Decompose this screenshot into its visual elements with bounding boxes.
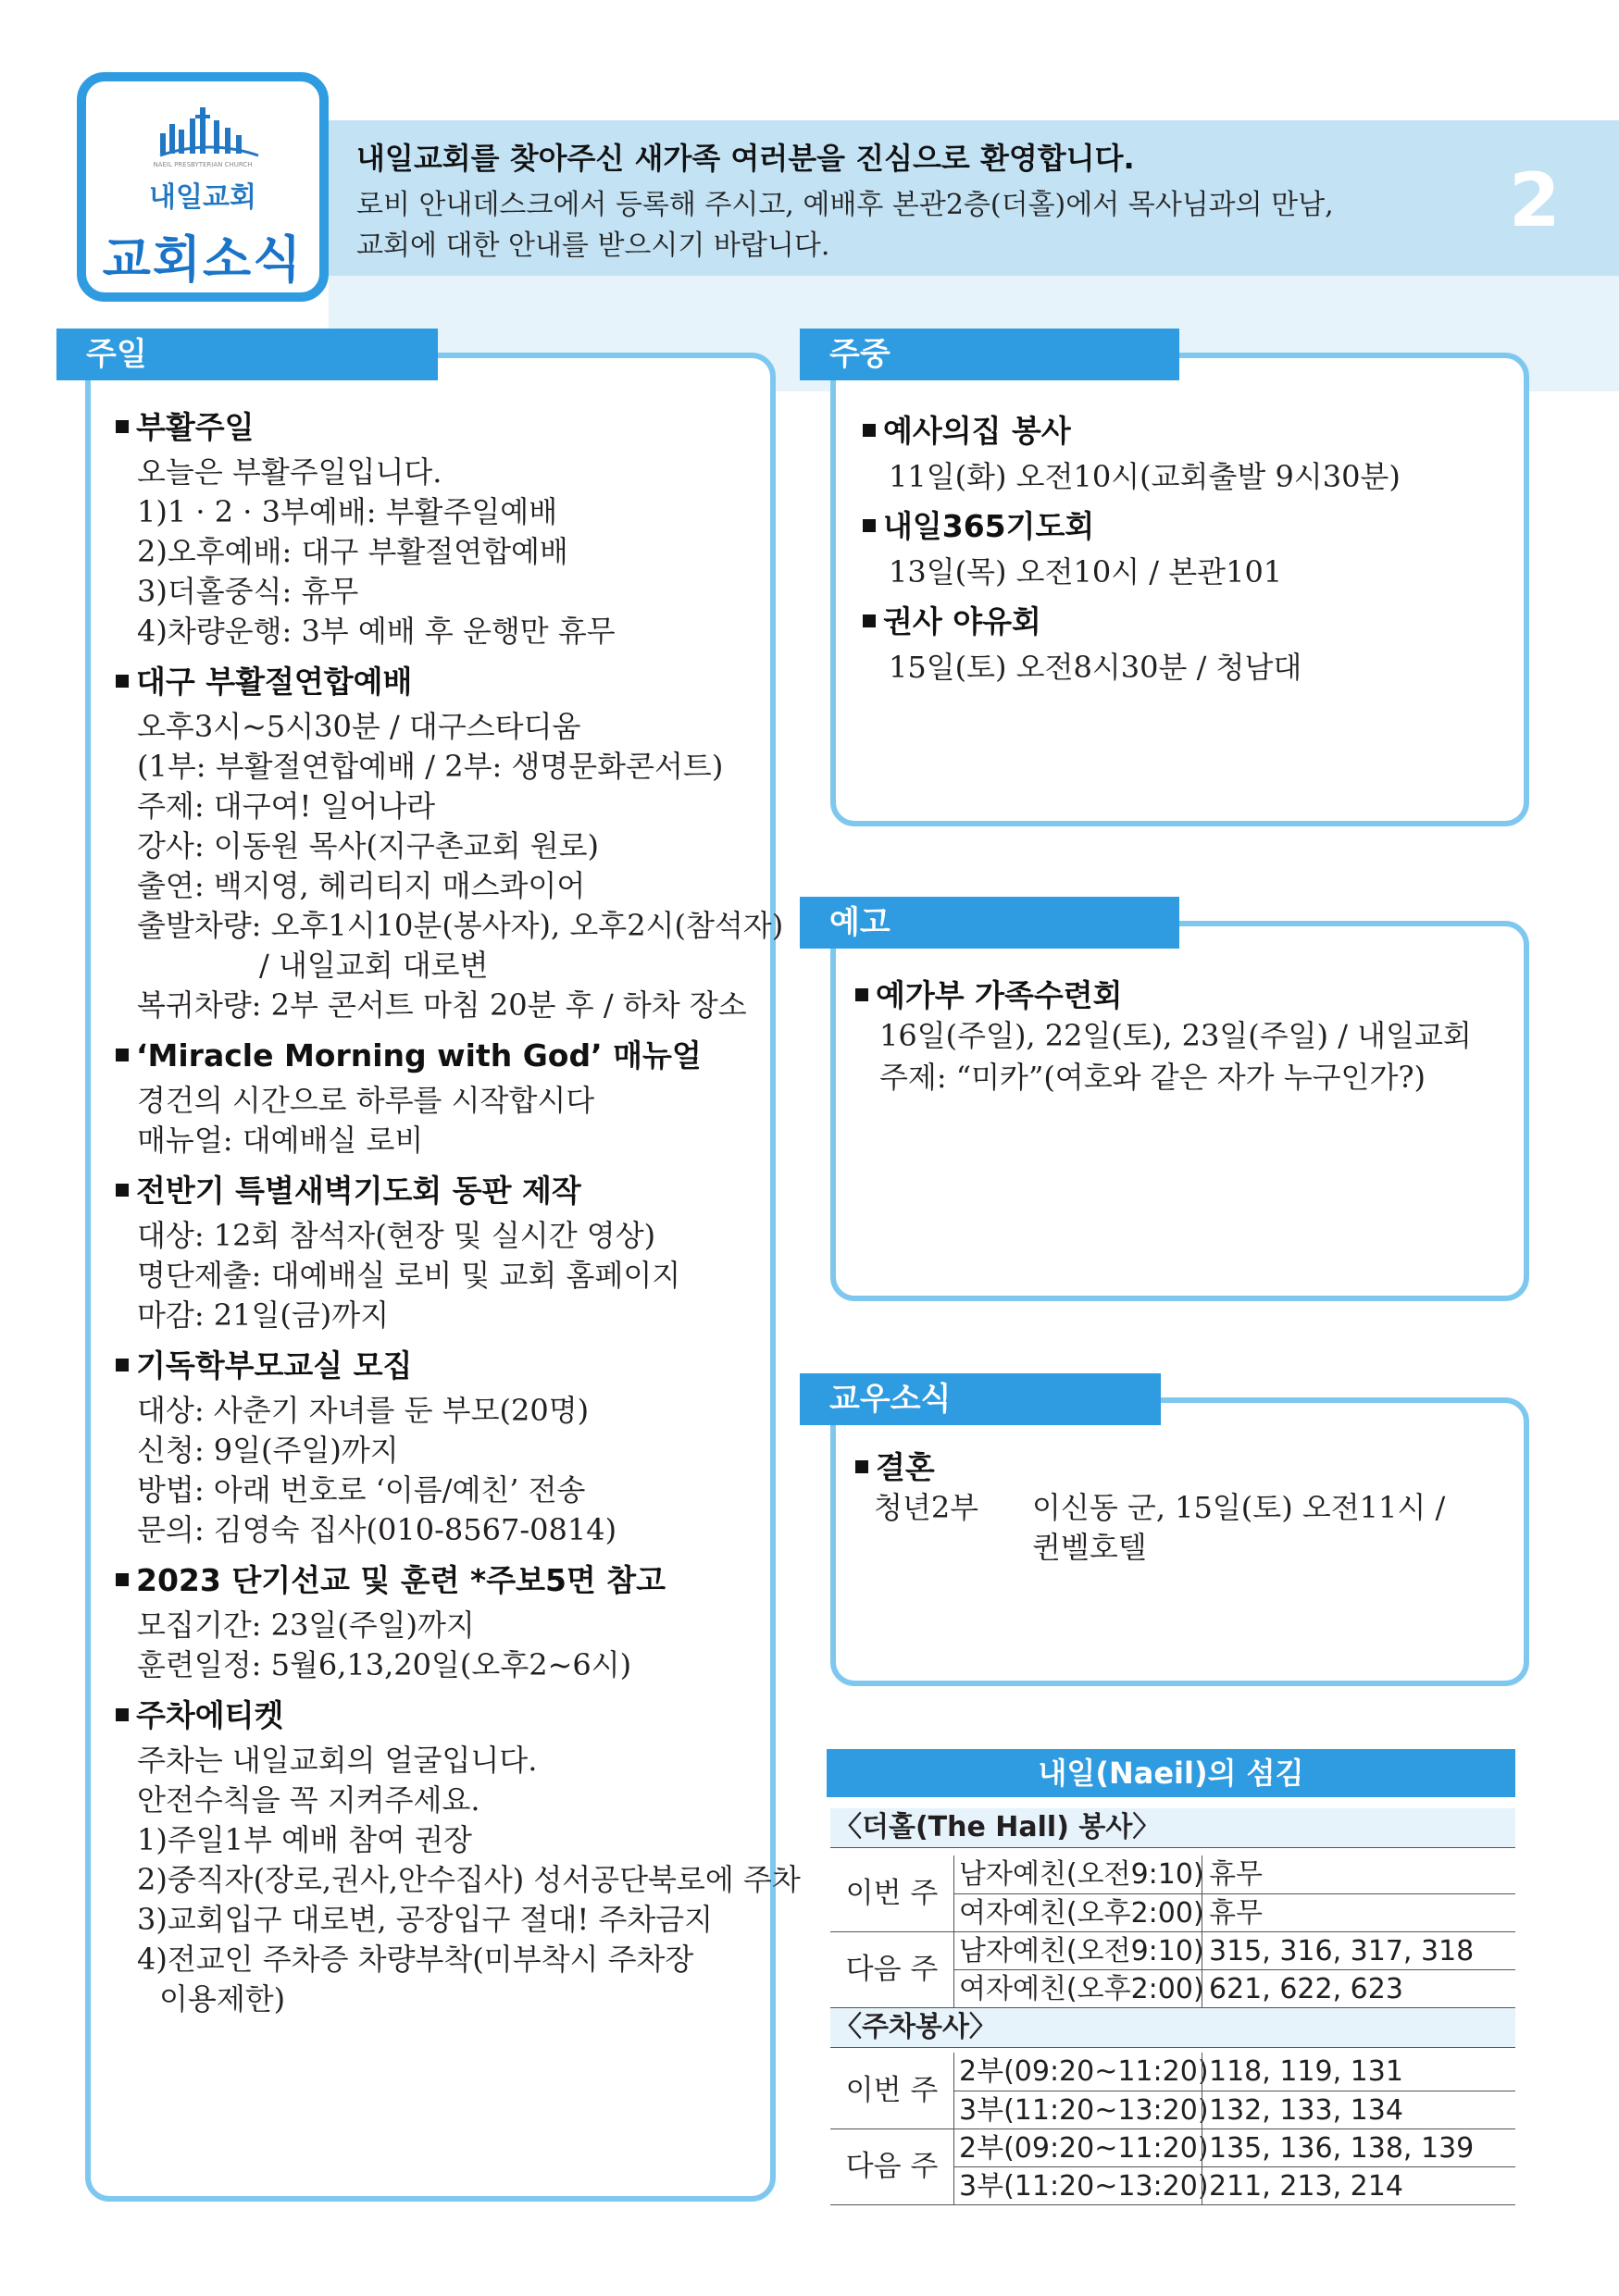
sunday-item-line: 4)차량운행: 3부 예배 후 운행만 휴무 bbox=[137, 614, 616, 649]
sunday-item-line: (1부: 부활절연합예배 / 2부: 생명문화콘서트) bbox=[137, 749, 724, 784]
bullet-square-icon bbox=[855, 1460, 868, 1473]
sunday-item-title: 2023 단기선교 및 훈련 *주보5면 참고 bbox=[116, 1557, 666, 1600]
weekday-tab: 주중 bbox=[800, 329, 1179, 380]
group-next-week: 다음 주 bbox=[845, 1953, 939, 1986]
sunday-item-line: 경건의 시간으로 하루를 시작합시다 bbox=[137, 1083, 595, 1118]
notice-item-title: 예가부 가족수련회 bbox=[855, 972, 1123, 1015]
table-row: 2부(09:20~11:20) 135, 136, 138, 139 bbox=[953, 2128, 1515, 2167]
sunday-tab: 주일 bbox=[56, 329, 438, 380]
bullet-square-icon bbox=[863, 519, 876, 532]
table-rule bbox=[830, 2047, 1515, 2048]
member-news-tab: 교우소식 bbox=[800, 1373, 1161, 1425]
weekday-item-title: 예사의집 봉사 bbox=[863, 407, 1071, 451]
logo-subtitle: NAEIL PRESBYTERIAN CHURCH bbox=[153, 161, 253, 168]
sunday-item-line: 이용제한) bbox=[159, 1981, 286, 2017]
member-news-line: 퀸벨호텔 bbox=[1032, 1530, 1147, 1565]
bullet-square-icon bbox=[116, 420, 129, 433]
bullet-square-icon bbox=[116, 1708, 129, 1721]
table-rule bbox=[830, 2204, 1515, 2205]
table-row: 남자예친(오전9:10) 휴무 bbox=[959, 1858, 1263, 1891]
table-row: 여자예친(오후2:00) 휴무 bbox=[953, 1893, 1515, 1932]
welcome-line-1: 로비 안내데스크에서 등록해 주시고, 예배후 본관2층(더홀)에서 목사님과의 만남, bbox=[356, 189, 1334, 221]
group-this-week: 이번 주 bbox=[845, 2074, 939, 2107]
notice-tab: 예고 bbox=[800, 897, 1179, 949]
bullet-square-icon bbox=[855, 988, 868, 1001]
notice-item-line: 16일(주일), 22일(토), 23일(주일) / 내일교회 bbox=[879, 1018, 1472, 1053]
sunday-item-line: 대상: 사춘기 자녀를 둔 부모(20명) bbox=[137, 1393, 590, 1428]
table-rule bbox=[830, 1847, 1515, 1848]
sunday-item-line: 훈련일정: 5월6,13,20일(오후2~6시) bbox=[137, 1647, 632, 1682]
bullet-square-icon bbox=[863, 424, 876, 437]
sunday-item-title: 부활주일 bbox=[116, 403, 255, 447]
sunday-item-line: 복귀차량: 2부 콘서트 마침 20분 후 / 하차 장소 bbox=[137, 987, 747, 1023]
group-this-week: 이번 주 bbox=[845, 1877, 939, 1910]
sunday-item-title: 대구 부활절연합예배 bbox=[116, 658, 412, 701]
sunday-item-line: 문의: 김영숙 집사(010-8567-0814) bbox=[137, 1512, 617, 1547]
member-news-box bbox=[830, 1397, 1529, 1686]
table-rule bbox=[953, 2053, 954, 2204]
sunday-item-line: 주제: 대구여! 일어나라 bbox=[137, 788, 436, 824]
church-logo-box bbox=[77, 72, 329, 302]
sunday-item-line: 신청: 9일(주일)까지 bbox=[137, 1433, 399, 1468]
sunday-item-line: 오늘은 부활주일입니다. bbox=[137, 454, 442, 490]
bullet-square-icon bbox=[116, 1573, 129, 1586]
sunday-item-line: 2)중직자(장로,권사,안수집사) 성서공단북로에 주차 bbox=[137, 1862, 801, 1897]
hall-service-header: 〈더홀(The Hall) 봉사〉 bbox=[830, 1808, 1515, 1847]
table-rule bbox=[953, 1855, 954, 2007]
logo-church-name: 내일교회 bbox=[149, 181, 256, 214]
sunday-item-line: 명단제출: 대예배실 로비 및 교회 홈페이지 bbox=[137, 1258, 681, 1293]
sunday-item-line: 마감: 21일(금)까지 bbox=[137, 1297, 390, 1333]
welcome-line-2: 교회에 대한 안내를 받으시기 바랍니다. bbox=[356, 230, 830, 262]
table-row: 3부(11:20~13:20) 211, 213, 214 bbox=[953, 2166, 1515, 2205]
sunday-item-line: 매뉴얼: 대예배실 로비 bbox=[137, 1123, 424, 1158]
sunday-item-line: 오후3시~5시30분 / 대구스타디움 bbox=[137, 709, 581, 744]
sunday-item-line: 2)오후예배: 대구 부활절연합예배 bbox=[137, 534, 568, 569]
church-skyline-icon bbox=[158, 102, 260, 157]
page-number: 2 bbox=[1509, 157, 1561, 243]
weekday-item-line: 11일(화) 오전10시(교회출발 9시30분) bbox=[889, 459, 1401, 494]
table-row: 2부(09:20~11:20) 118, 119, 131 bbox=[959, 2055, 1403, 2088]
member-news-line: 청년2부 bbox=[874, 1490, 979, 1525]
table-row: 3부(11:20~13:20) 132, 133, 134 bbox=[953, 2091, 1515, 2129]
sunday-item-title: ‘Miracle Morning with God’ 매뉴얼 bbox=[116, 1032, 702, 1075]
weekday-item-title: 내일365기도회 bbox=[863, 503, 1094, 546]
sunday-item-line: 출발차량: 오후1시10분(봉사자), 오후2시(참석자) bbox=[137, 908, 784, 943]
bullet-square-icon bbox=[116, 1049, 129, 1061]
sunday-item-line: 주차는 내일교회의 얼굴입니다. bbox=[137, 1743, 538, 1778]
member-news-line: 이신동 군, 15일(토) 오전11시 / bbox=[1032, 1490, 1446, 1525]
sunday-item-line: 대상: 12회 참석자(현장 및 실시간 영상) bbox=[137, 1218, 656, 1253]
sunday-item-title: 기독학부모교실 모집 bbox=[116, 1342, 412, 1385]
table-row: 여자예친(오후2:00) 621, 622, 623 bbox=[953, 1969, 1515, 2008]
group-next-week: 다음 주 bbox=[845, 2150, 939, 2183]
member-news-item-title: 결혼 bbox=[855, 1444, 935, 1487]
weekday-item-line: 13일(목) 오전10시 / 본관101 bbox=[889, 554, 1283, 590]
bullet-square-icon bbox=[116, 675, 129, 688]
sunday-item-line: / 내일교회 대로변 bbox=[259, 948, 489, 983]
sunday-item-line: 강사: 이동원 목사(지구촌교회 원로) bbox=[137, 828, 600, 863]
sunday-item-line: 3)더홀중식: 휴무 bbox=[137, 574, 359, 609]
sunday-item-line: 1)주일1부 예배 참여 권장 bbox=[137, 1822, 472, 1857]
sunday-item-line: 3)교회입구 대로변, 공장입구 절대! 주차금지 bbox=[137, 1902, 714, 1937]
table-row: 남자예친(오전9:10) 315, 316, 317, 318 bbox=[953, 1931, 1515, 1970]
sunday-item-line: 1)1 · 2 · 3부예배: 부활주일예배 bbox=[137, 494, 558, 529]
service-table-title: 내일(Naeil)의 섬김 bbox=[827, 1749, 1515, 1797]
sunday-item-title: 주차에티켓 bbox=[116, 1692, 283, 1735]
sunday-item-line: 방법: 아래 번호로 ‘이름/예친’ 전송 bbox=[137, 1472, 586, 1508]
sunday-item-line: 안전수칙을 꼭 지켜주세요. bbox=[137, 1782, 480, 1818]
sunday-item-title: 전반기 특별새벽기도회 동판 제작 bbox=[116, 1167, 581, 1210]
sunday-item-line: 모집기간: 23일(주일)까지 bbox=[137, 1607, 475, 1643]
notice-item-line: 주제: “미카”(여호와 같은 자가 누구인가?) bbox=[879, 1060, 1426, 1095]
bullet-square-icon bbox=[116, 1359, 129, 1371]
page-title: 교회소식 bbox=[102, 230, 304, 289]
welcome-title: 내일교회를 찾아주신 새가족 여러분을 진심으로 환영합니다. bbox=[356, 141, 1135, 176]
bullet-square-icon bbox=[863, 614, 876, 627]
weekday-item-title: 권사 야유회 bbox=[863, 598, 1041, 641]
parking-service-header: 〈주차봉사〉 bbox=[830, 2008, 1515, 2047]
bullet-square-icon bbox=[116, 1184, 129, 1197]
sunday-item-line: 출연: 백지영, 헤리티지 매스콰이어 bbox=[137, 868, 586, 903]
weekday-item-line: 15일(토) 오전8시30분 / 청남대 bbox=[889, 650, 1302, 685]
sunday-item-line: 4)전교인 주차증 차량부착(미부착시 주차장 bbox=[137, 1942, 694, 1977]
